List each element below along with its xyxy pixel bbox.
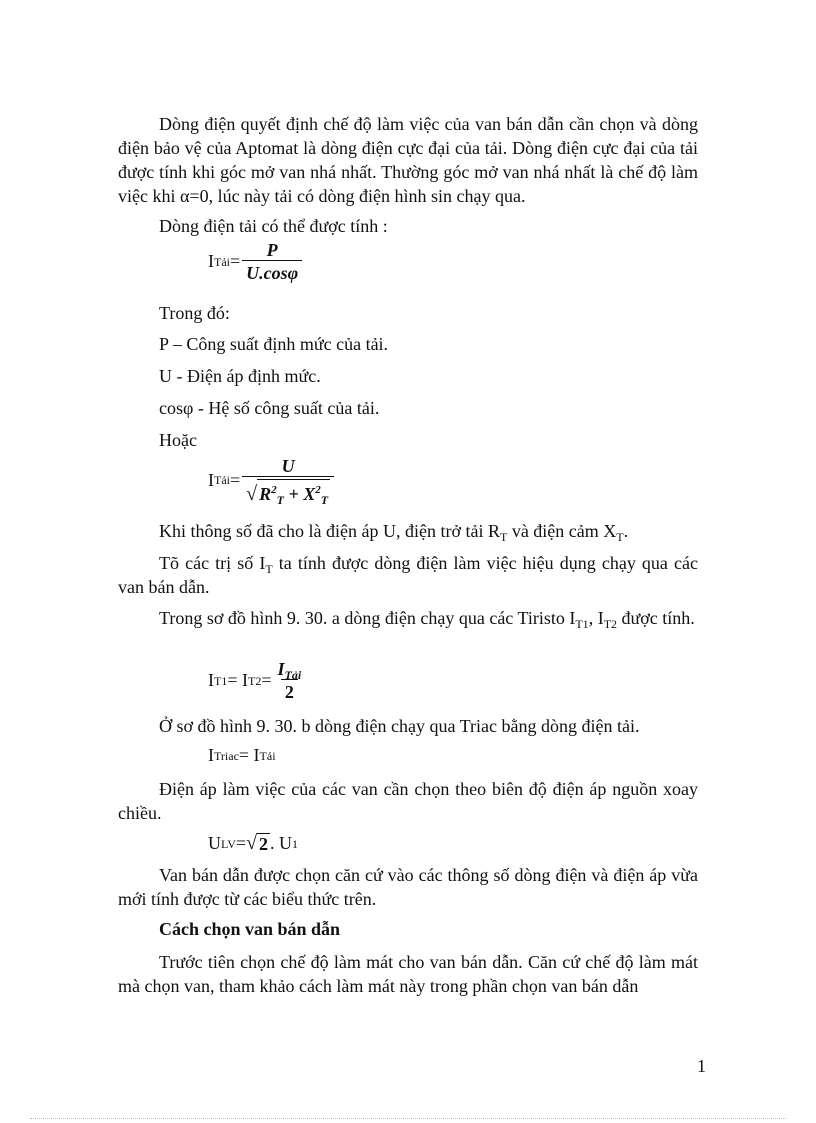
equation-thyristor-current: I T1 = I T2 = $\frac{I_{Tải}}{2}$ (208, 659, 305, 702)
paragraph-load-current: Dòng điện tải có thể được tính : (159, 216, 388, 236)
section-heading: Cách chọn van bán dẫn (159, 919, 341, 939)
fraction: $\frac{P}{U.\cos\varphi}$ (242, 240, 302, 283)
paragraph-thyristor-current: Trong sơ đồ hình 9. 30. a dòng điện chạy qua các Tiristo $I_{T1}$, $I_{T2}$ được tính. (159, 608, 695, 631)
page-number: 1 (697, 1056, 706, 1076)
equation-triac-current: I Triac = I Tải (208, 745, 276, 765)
definition-cos: cosφ - Hệ số công suất của tải. (159, 398, 380, 418)
paragraph-triac-current: Ở sơ đồ hình 9. 30. b dòng điện chạy qua Triac bằng dòng điện tải. (159, 716, 640, 736)
equation-load-current-power: I Tải = $\frac{P}{U.\cos\varphi}$ (208, 240, 302, 283)
label-hoac: Hoặc (159, 430, 197, 450)
paragraph-given-params: Khi thông số đã cho là điện áp U, điện trở tải $R_T$ và điện cảm $X_T$. (159, 521, 629, 544)
fraction: U √ $R^2_T + X^2_T$ (242, 456, 334, 504)
equation-load-current-impedance: I Tải = U √ $R^2_T + X^2_T$ (208, 456, 334, 504)
paragraph-cooling: Trước tiên chọn chế độ làm mát cho van bán dẫn. Căn cứ chế độ làm mát mà chọn van, tham khảo cách làm mát này trong phần chọn van bán dẫn (118, 952, 698, 996)
paragraph-intro: Dòng điện quyết định chế độ làm việc của van bán dẫn cần chọn và dòng điện bảo vệ của Aptomat là dòng điện cực đại của tải. Dòng điện cực đại của tải được tính khi góc mở van nhá nhất. Thường góc mở van nhá nhất là chế độ làm việc khi α=0, lúc này tải có dòng điện hình sin chạy qua. (118, 114, 698, 206)
square-root: √ 2 (246, 832, 269, 854)
definition-p: P – Công suất định mức của tải. (159, 334, 389, 354)
paragraph-effective-current: Tõ các trị số $I_T$ ta tính được dòng điện làm việc hiệu dụng chạy qua các van bán dẫn. (118, 553, 698, 597)
label-trong-do: Trong đó: (159, 303, 230, 323)
equation-working-voltage: U LV = √ 2 . U 1 (208, 832, 299, 854)
square-root: √ $R^2_T + X^2_T$ (246, 479, 330, 504)
footer-divider (30, 1118, 786, 1119)
paragraph-working-voltage: Điện áp làm việc của các van cần chọn theo biên độ điện áp nguồn xoay chiều. (118, 779, 698, 823)
fraction: $\frac{I_{Tải}}{2}$ (277, 659, 302, 702)
definition-u: U - Điện áp định mức. (159, 366, 321, 386)
paragraph-selection-basis: Van bán dẫn được chọn căn cứ vào các thông số dòng điện và điện áp vừa mới tính được từ các biểu thức trên. (118, 865, 698, 909)
